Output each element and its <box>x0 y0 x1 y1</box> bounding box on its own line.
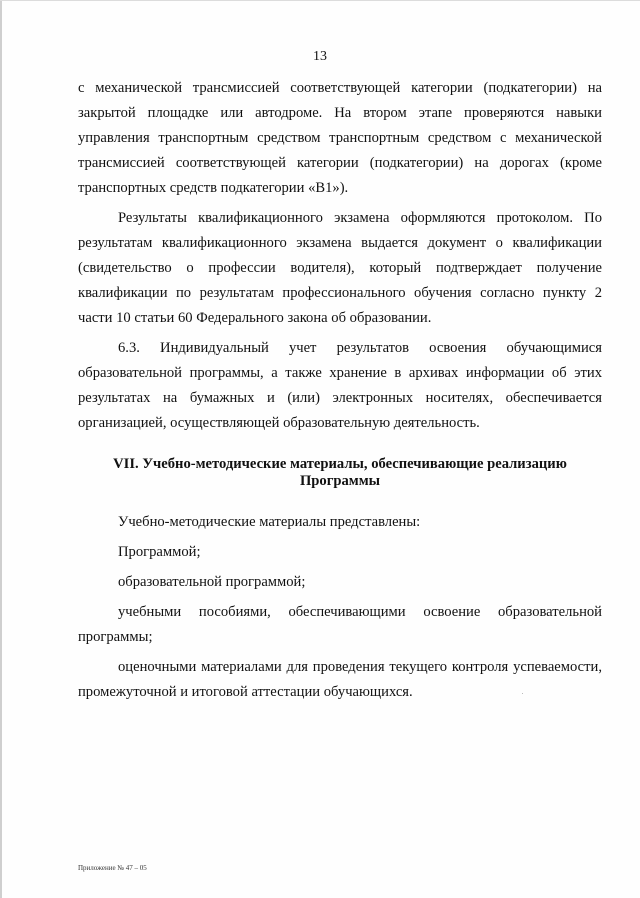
materials-intro: Учебно-методические материалы представлены: <box>118 514 421 530</box>
scan-edge-left <box>0 0 2 898</box>
scan-edge-top <box>0 0 640 1</box>
document-body <box>78 76 602 705</box>
paragraph-transmission: с механической трансмиссией соответствующей категории (подкатегории) на закрытой площадке или автодроме. На втором этапе проверяются навыки управления транспортным средством транспортным средством с механической трансмиссией соответствующей категории (подкатегории) на дорогах (кроме транспортных средств подкатегории «В1»). <box>78 80 602 196</box>
materials-item-textbooks: учебными пособиями, обеспечивающими освоение образовательной программы; <box>78 604 602 645</box>
materials-item-assessment: оценочными материалами для проведения текущего контроля успеваемости, промежуточной и итоговой аттестации обучающихся. <box>78 659 602 700</box>
scan-speck <box>522 693 523 694</box>
materials-item-educational-program: образовательной программой; <box>118 574 306 590</box>
page-number: 13 <box>313 49 327 64</box>
footer-note: Приложение № 47 – 05 <box>78 864 147 872</box>
section-heading <box>78 456 602 490</box>
paragraph-exam-results: Результаты квалификационного экзамена оформляются протоколом. По результатам квалификационного экзамена выдается документ о квалификации (свидетельство о профессии водителя), который подтверждает получение квалификации по результатам профессионального обучения согласно пункту 2 части 10 статьи 60 Федерального закона об образовании. <box>78 210 602 326</box>
section-heading-line2: Программы <box>299 473 381 489</box>
materials-item-program: Программой; <box>118 544 201 560</box>
section-heading-line1: VII. Учебно-методические материалы, обеспечивающие реализацию <box>113 456 567 472</box>
paragraph-individual-record: 6.3. Индивидуальный учет результатов освоения обучающимися образовательной программы, а также хранение в архивах информации об этих результатах на бумажных и (или) электронных носителях, обеспечивается организацией, осуществляющей образовательную деятельность. <box>78 340 602 431</box>
